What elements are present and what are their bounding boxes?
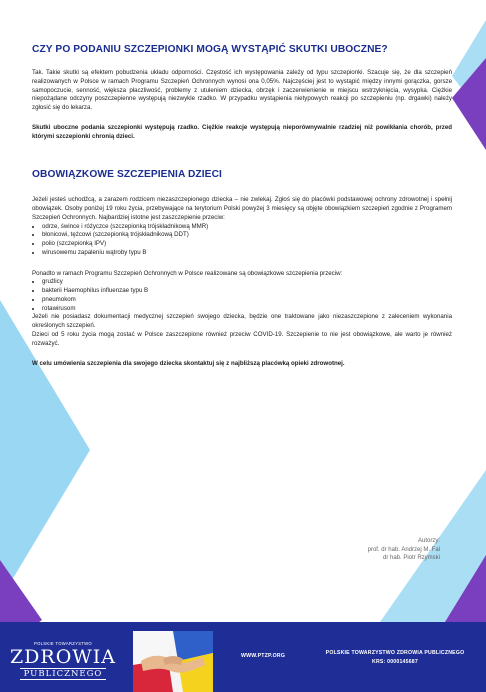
- website-link[interactable]: WWW.PTZP.ORG: [241, 653, 286, 659]
- list-item: • odrze, śwince i różyczce (szczepionką trójskładnikową MMR): [42, 223, 452, 232]
- ptzp-logo: [6, 641, 120, 689]
- author-name: prof. dr hab. Andrzej M. Fal: [367, 546, 440, 553]
- side-effects-summary: Skutki uboczne podania szczepionki występują rzadko. Ciężkie reakcje występują nieporównywalnie rzadziej niż powikłania chorób, przed którymi szczepionki chronią dzieci.: [32, 123, 452, 140]
- contact-note: W celu umówienia szczepienia dla swojego dziecka skontaktuj się z najbliższą placówką opieki zdrowotnej.: [32, 360, 345, 368]
- logo-main-text: ZDROWIA: [9, 646, 117, 668]
- priority-vaccine-list: [32, 223, 452, 258]
- list-item: • gruźlicy: [42, 278, 452, 287]
- list-item: • rotawirusom: [42, 305, 452, 314]
- list-item: • bakterii Haemophilus influenzae typu B: [42, 287, 452, 296]
- mandatory-intro-paragraph: Jeżeli jesteś uchodźcą, a zarazem rodzicem niezaszczepionego dziecka – nie zwlekaj. Zgłoś się do placówki podstawowej ochrony zdrowotnej i spełnij obowiązek. Osoby poniżej 19 roku życia, przebywające na terytorium Polski powyżej 3 miesięcy są objęte obowiązkiem szczepień zgodnie z Programem Szczepień Ochronnych. Najbardziej istotne jest zaszczepienie przeciw:: [32, 196, 452, 221]
- document-body: [32, 42, 452, 369]
- covid-note: Dzieci od 5 roku życia mogą zostać w Polsce zaszczepione również przeciw COVID-19. Szczepienie to nie jest obowiązkowe, ale warto je również rozważyć.: [32, 330, 452, 347]
- authors-block: [368, 537, 440, 563]
- list-item: • pneumokom: [42, 296, 452, 305]
- logo-top-text: POLSKIE TOWARZYSTWO: [34, 641, 92, 646]
- section-heading-side-effects: CZY PO PODANIU SZCZEPIONKI MOGĄ WYSTĄPIĆ SKUTKI UBOCZNE?: [32, 44, 388, 55]
- krs-number: KRS: 0000145687: [372, 659, 418, 665]
- handshake-flags-image: [133, 631, 213, 692]
- organization-name: POLSKIE TOWARZYSTWO ZDROWIA PUBLICZNEGO: [325, 650, 465, 656]
- list-item: • wirusowemu zapaleniu wątroby typu B: [42, 249, 452, 258]
- section-heading-mandatory-vaccinations: OBOWIĄZKOWE SZCZEPIENIA DZIECI: [32, 169, 222, 181]
- additional-vaccinations-lead: Ponadto w ramach Programu Szczepień Ochronnych w Polsce realizowane są obowiązkowe szczepienia przeciw:: [32, 269, 343, 277]
- missing-documentation-note: Jeżeli nie posiadasz dokumentacji medycznej szczepień swojego dziecka, będzie one traktowane jako niezaszczepione z zaleceniem wykonania określonych szczepień.: [32, 313, 452, 329]
- logo-bottom-text: PUBLICZNEGO: [20, 668, 106, 680]
- list-item: • błonicowi, tężcowi (szczepionką trójskładnikową DDT): [42, 231, 452, 240]
- list-item: • polio (szczepionką IPV): [42, 240, 452, 249]
- footer-bar: [0, 622, 486, 692]
- additional-vaccine-list: [32, 278, 452, 313]
- organization-info: [320, 649, 470, 667]
- author-name: dr hab. Piotr Rzymski: [382, 555, 440, 561]
- side-effects-paragraph: Tak. Takie skutki są efektem pobudzenia układu odporności. Częstość ich występowania zależy od typu szczepionki. Szacuje się, że dla szczepień realizowanych w Polsce w ramach Programu Szczepień Ochronnych wynosi ona 0,05%. Najczęściej jest to wystąpić między innymi gorączka, gorsze samopoczucie, senność, większa płaczliwość, problemy z utuleniem dziecka, obrzęk i zaczerwienienie w miejscu wstrzyknięcia, wysypka. Ciężkie niepożądane odczyny poszczepienne występują niezwykle rzadko. W przypadku wystąpienia nietypowych reakcji po szczepieniu (np. drgawki) należy zgłosić się do lekarza.: [32, 69, 452, 111]
- authors-label: Autorzy:: [417, 538, 440, 544]
